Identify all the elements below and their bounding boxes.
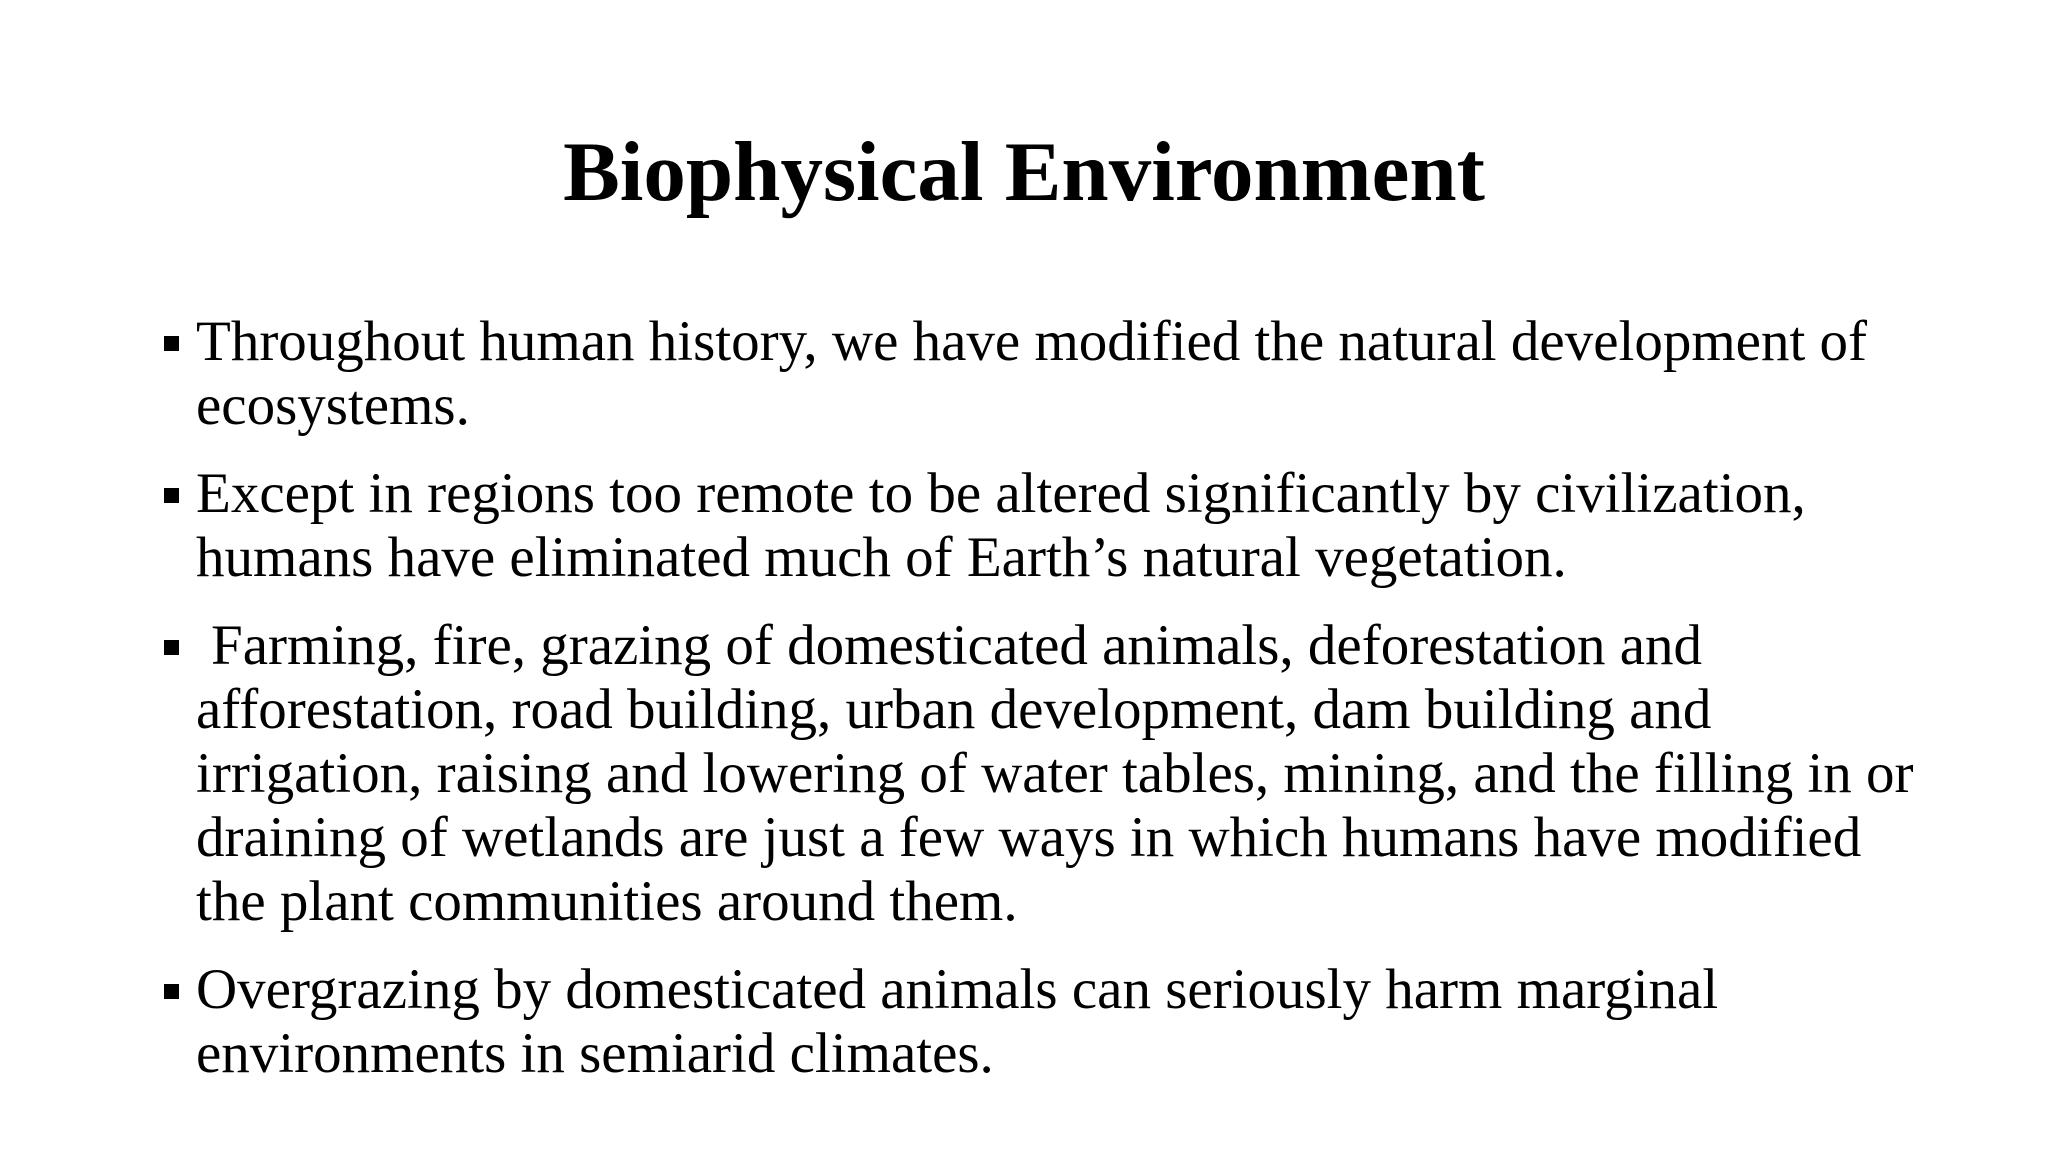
- bullet-list: [160, 310, 1920, 1110]
- square-bullet-icon: [164, 488, 179, 503]
- bullet-text-1: Throughout human history, we have modified the natural development of ecosystems.: [196, 310, 1868, 437]
- bullet-text-2: Except in regions too remote to be altered significantly by civilization, humans have eliminated much of Earth’s natural vegetation.: [196, 462, 1806, 589]
- square-bullet-icon: [164, 640, 179, 655]
- bullet-item-2: [160, 462, 1920, 590]
- square-bullet-icon: [164, 984, 179, 999]
- bullet-text-3: Farming, fire, grazing of domesticated animals, deforestation and afforestation, road building, urban development, dam building and irrigation, raising and lowering of water tables, mining, and the filling in or draining of wetlands are just a few ways in which humans have modified the plant communities around them.: [196, 614, 1914, 933]
- bullet-item-1: [160, 310, 1920, 438]
- bullet-text-4: Overgrazing by domesticated animals can seriously harm marginal environments in semiarid climates.: [196, 958, 1719, 1085]
- slide-title: Biophysical Environment: [563, 125, 1485, 219]
- bullet-item-3: [160, 614, 1920, 934]
- square-bullet-icon: [164, 336, 179, 351]
- bullet-item-4: [160, 958, 1920, 1086]
